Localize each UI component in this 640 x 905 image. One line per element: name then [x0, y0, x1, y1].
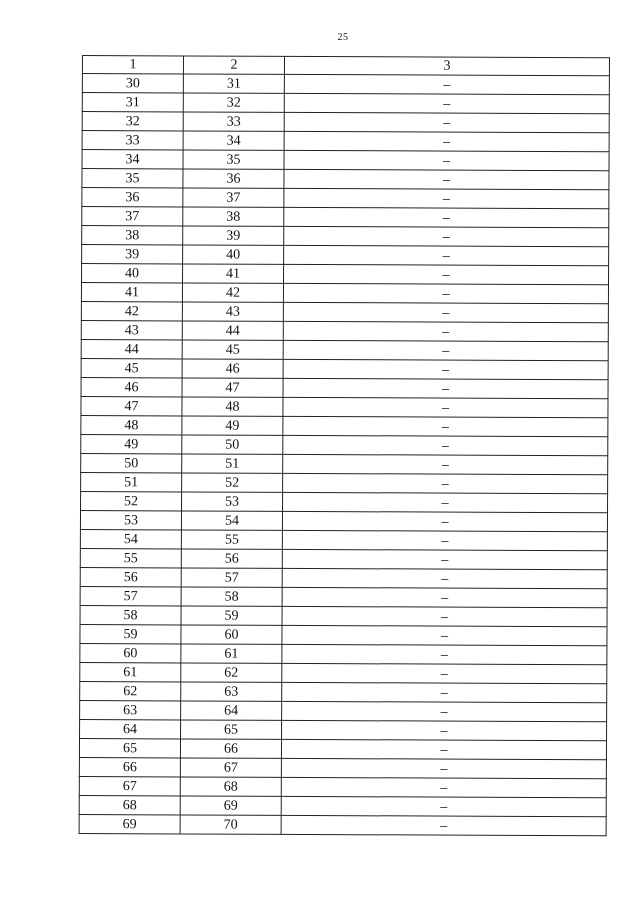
- table-cell-col-3: –: [282, 587, 607, 607]
- table-cell-col-1: 40: [82, 264, 183, 283]
- table-cell-col-2: 61: [181, 644, 282, 663]
- table-row: [80, 510, 607, 531]
- table-cell-col-3: –: [283, 397, 608, 417]
- table-cell-col-2: 36: [183, 169, 284, 188]
- table-cell-col-3: –: [281, 815, 606, 835]
- table-cell-col-2: 67: [180, 758, 281, 777]
- table-row: [81, 453, 608, 474]
- table-cell-col-3: –: [283, 302, 608, 322]
- table-cell-col-1: 69: [79, 814, 180, 833]
- table-cell-col-2: 65: [181, 720, 282, 739]
- table-cell-col-3: –: [282, 530, 607, 550]
- data-table: [79, 55, 610, 836]
- table-row: [79, 757, 606, 778]
- table-cell-col-1: 37: [82, 207, 183, 226]
- table-cell-col-2: 55: [181, 530, 282, 549]
- table-row: [81, 283, 608, 304]
- table-cell-col-3: –: [284, 264, 609, 284]
- table-cell-col-2: 63: [181, 682, 282, 701]
- table-cell-col-1: 45: [81, 358, 182, 377]
- table-row: [81, 377, 608, 398]
- table-cell-col-1: 43: [81, 320, 182, 339]
- table-cell-col-1: 53: [80, 510, 181, 529]
- table-cell-col-2: 69: [180, 796, 281, 815]
- table-row: [82, 93, 609, 114]
- table-row: [81, 339, 608, 360]
- table-cell-col-3: –: [283, 359, 608, 379]
- table-row: [79, 776, 606, 797]
- table-cell-col-3: –: [283, 378, 608, 398]
- table-cell-col-3: –: [283, 492, 608, 512]
- table-cell-col-1: 38: [82, 226, 183, 245]
- table-cell-col-1: 44: [81, 339, 182, 358]
- table-cell-col-1: 56: [80, 567, 181, 586]
- table-cell-col-1: 63: [80, 700, 181, 719]
- table-cell-col-3: –: [281, 739, 606, 759]
- table-cell-col-1: 47: [81, 396, 182, 415]
- table-cell-col-3: –: [281, 796, 606, 816]
- table-cell-col-1: 50: [81, 453, 182, 472]
- table-cell-col-2: 32: [183, 93, 284, 112]
- table-cell-col-2: 62: [181, 663, 282, 682]
- table-cell-col-2: 47: [182, 378, 283, 397]
- table-cell-col-3: –: [283, 416, 608, 436]
- table-row: [80, 605, 607, 626]
- table-cell-col-1: 57: [80, 586, 181, 605]
- table-cell-col-3: –: [284, 245, 609, 265]
- table-row: [82, 150, 609, 171]
- table-cell-col-3: –: [284, 207, 609, 227]
- table-cell-col-3: –: [282, 549, 607, 569]
- table-cell-col-2: 31: [183, 74, 284, 93]
- table-cell-col-2: 53: [182, 492, 283, 511]
- table-cell-col-3: –: [283, 321, 608, 341]
- table-cell-col-2: 34: [183, 131, 284, 150]
- table-cell-col-1: 65: [79, 738, 180, 757]
- table-row: [82, 188, 609, 209]
- table-cell-col-3: –: [282, 625, 607, 645]
- table-cell-col-3: –: [282, 606, 607, 626]
- table-cell-col-3: –: [284, 131, 609, 151]
- table-cell-col-1: 52: [81, 491, 182, 510]
- table-row: [81, 491, 608, 512]
- table-cell-col-3: –: [282, 701, 607, 721]
- table-cell-col-1: 49: [81, 434, 182, 453]
- table-cell-col-3: –: [284, 93, 609, 113]
- table-row: [82, 112, 609, 133]
- table-row: [80, 643, 607, 664]
- table-cell-col-2: 66: [180, 739, 281, 758]
- table-cell-col-2: 43: [182, 302, 283, 321]
- table-cell-col-2: 68: [180, 777, 281, 796]
- column-header-1: 1: [82, 56, 183, 74]
- table-cell-col-1: 67: [79, 776, 180, 795]
- table-row: [80, 681, 607, 702]
- table-cell-col-1: 46: [81, 377, 182, 396]
- table-cell-col-2: 44: [182, 321, 283, 340]
- table-cell-col-1: 31: [82, 93, 183, 112]
- table-cell-col-1: 34: [82, 150, 183, 169]
- table-cell-col-3: –: [284, 169, 609, 189]
- table-row: [82, 245, 609, 266]
- table-row: [80, 529, 607, 550]
- table-cell-col-1: 33: [82, 131, 183, 150]
- table-row: [81, 320, 608, 341]
- table-cell-col-2: 60: [181, 625, 282, 644]
- table-cell-col-3: –: [283, 454, 608, 474]
- table-cell-col-2: 57: [181, 568, 282, 587]
- table-cell-col-3: –: [282, 568, 607, 588]
- table-row: [81, 301, 608, 322]
- table-row: [79, 814, 606, 835]
- table-cell-col-2: 38: [183, 207, 284, 226]
- table-row: [82, 74, 609, 95]
- table-row: [80, 719, 607, 740]
- table-cell-col-2: 35: [183, 150, 284, 169]
- column-header-2: 2: [183, 56, 284, 74]
- table-cell-col-3: –: [284, 112, 609, 132]
- table-cell-col-1: 58: [80, 605, 181, 624]
- table-row: [80, 586, 607, 607]
- table-cell-col-2: 49: [182, 416, 283, 435]
- table-cell-col-3: –: [284, 150, 609, 170]
- table-cell-col-2: 58: [181, 587, 282, 606]
- table-cell-col-3: –: [282, 511, 607, 531]
- table-row: [79, 795, 606, 816]
- table-cell-col-2: 50: [182, 435, 283, 454]
- table-cell-col-1: 30: [82, 74, 183, 93]
- table-cell-col-1: 61: [80, 662, 181, 681]
- table-cell-col-1: 42: [81, 301, 182, 320]
- table-cell-col-3: –: [283, 283, 608, 303]
- table-body: [79, 74, 609, 836]
- table-row: [80, 624, 607, 645]
- table-header: [82, 56, 609, 76]
- table-row: [82, 226, 609, 247]
- table-cell-col-2: 70: [180, 815, 281, 834]
- table-cell-col-2: 54: [181, 511, 282, 530]
- table-row: [81, 396, 608, 417]
- table-cell-col-1: 55: [80, 548, 181, 567]
- table-cell-col-1: 51: [81, 472, 182, 491]
- table-cell-col-3: –: [283, 340, 608, 360]
- table-cell-col-2: 51: [182, 454, 283, 473]
- table-cell-col-2: 42: [182, 283, 283, 302]
- table-cell-col-3: –: [282, 644, 607, 664]
- table-row: [82, 264, 609, 285]
- table-cell-col-2: 37: [183, 188, 284, 207]
- table-row: [79, 738, 606, 759]
- table-row: [80, 567, 607, 588]
- table-cell-col-1: 64: [80, 719, 181, 738]
- table-row: [81, 415, 608, 436]
- page-number: 25: [337, 32, 349, 43]
- table-row: [81, 358, 608, 379]
- table-cell-col-1: 60: [80, 643, 181, 662]
- table-cell-col-2: 33: [183, 112, 284, 131]
- table-cell-col-1: 66: [79, 757, 180, 776]
- table-cell-col-2: 46: [182, 359, 283, 378]
- table-row: [80, 662, 607, 683]
- table-cell-col-3: –: [282, 663, 607, 683]
- table-cell-col-1: 35: [82, 169, 183, 188]
- table-cell-col-2: 64: [181, 701, 282, 720]
- table-cell-col-1: 32: [82, 112, 183, 131]
- header-row: [82, 56, 609, 76]
- table-cell-col-3: –: [282, 720, 607, 740]
- table-cell-col-3: –: [283, 435, 608, 455]
- table-cell-col-3: –: [281, 777, 606, 797]
- table-cell-col-2: 45: [182, 340, 283, 359]
- table-cell-col-1: 36: [82, 188, 183, 207]
- table-cell-col-1: 39: [82, 245, 183, 264]
- table-cell-col-3: –: [283, 473, 608, 493]
- table-cell-col-1: 48: [81, 415, 182, 434]
- table-cell-col-3: –: [282, 682, 607, 702]
- table-cell-col-1: 59: [80, 624, 181, 643]
- table-row: [82, 207, 609, 228]
- table-cell-col-2: 59: [181, 606, 282, 625]
- table-cell-col-2: 48: [182, 397, 283, 416]
- table-cell-col-2: 52: [182, 473, 283, 492]
- table-cell-col-1: 62: [80, 681, 181, 700]
- table-row: [81, 472, 608, 493]
- table-cell-col-3: –: [284, 74, 609, 94]
- table-cell-col-3: –: [284, 226, 609, 246]
- table-row: [82, 131, 609, 152]
- table-cell-col-2: 41: [183, 264, 284, 283]
- table-cell-col-1: 41: [81, 283, 182, 302]
- table-cell-col-1: 54: [80, 529, 181, 548]
- table-row: [81, 434, 608, 455]
- column-header-3: 3: [284, 56, 609, 75]
- table-row: [80, 700, 607, 721]
- table-cell-col-3: –: [281, 758, 606, 778]
- table-cell-col-3: –: [284, 188, 609, 208]
- table-cell-col-2: 56: [181, 549, 282, 568]
- table-row: [80, 548, 607, 569]
- table-cell-col-2: 39: [183, 226, 284, 245]
- table-row: [82, 169, 609, 190]
- table-cell-col-2: 40: [183, 245, 284, 264]
- table-cell-col-1: 68: [79, 795, 180, 814]
